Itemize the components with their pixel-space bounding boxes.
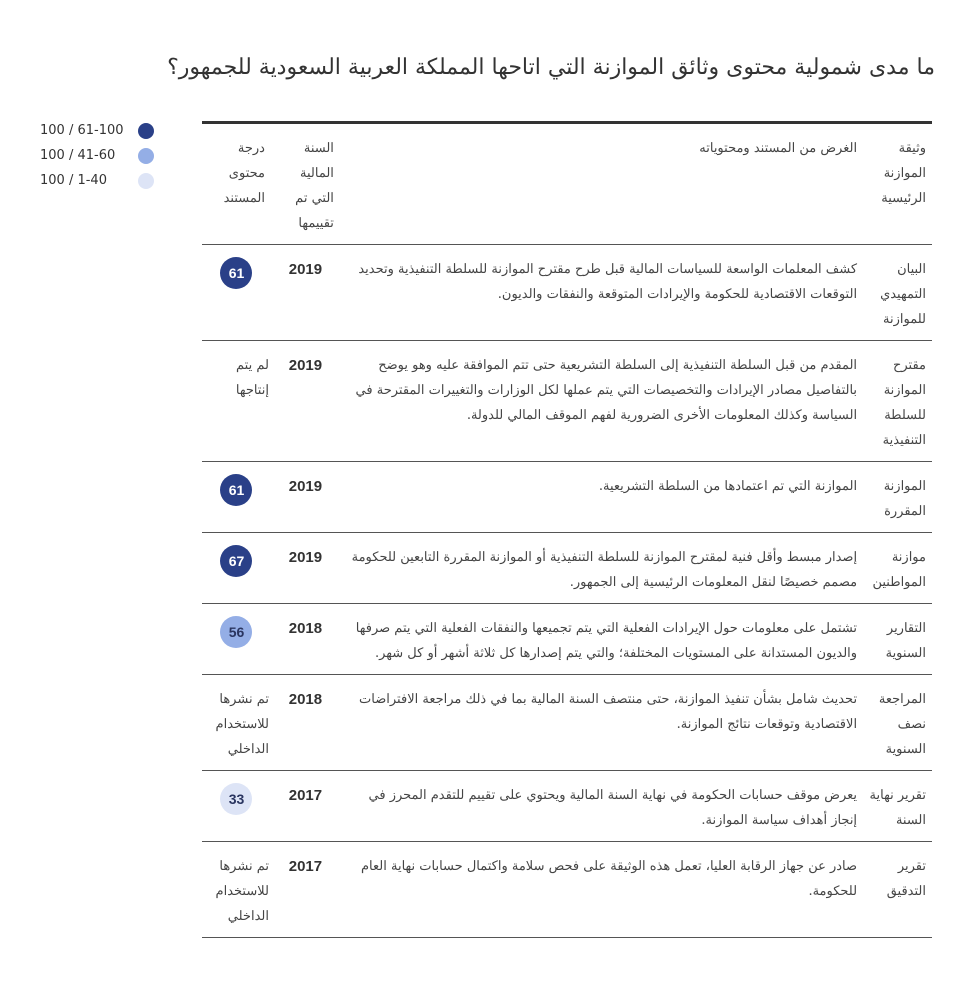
budget-documents-table	[202, 121, 932, 938]
header-score: درجة محتوى المستند	[202, 123, 271, 245]
legend-label: 100 / 41-60	[40, 148, 116, 163]
score-badge: 61	[220, 474, 252, 506]
fiscal-year: 2017	[271, 842, 340, 938]
document-purpose: يعرض موقف حسابات الحكومة في نهاية السنة المالية ويحتوي على تقييم للتقدم المحرز في إنجاز أهداف سياسة الموازنة.	[340, 771, 863, 842]
table-row	[202, 771, 932, 842]
document-purpose: المقدم من قبل السلطة التنفيذية إلى السلطة التشريعية حتى تتم الموافقة عليه وهو يوضح بالتفاصيل مصادر الإيرادات والتخصيصات التي يتم عملها لكل الوزارات والتغييرات المقترحة في السياسة وكذلك المعلومات الأخرى الضرورية لفهم الموقف المالي للدولة.	[340, 341, 863, 462]
score-cell	[202, 675, 271, 771]
document-name: التقارير السنوية	[863, 604, 932, 675]
header-document: وثيقة الموازنة الرئيسية	[863, 123, 932, 245]
document-purpose: إصدار مبسط وأقل فنية لمقترح الموازنة للسلطة التنفيذية أو الموازنة المقررة التابعين للحكومة مصمم خصيصًا لنقل المعلومات الرئيسية إلى الجمهور.	[340, 533, 863, 604]
fiscal-year: 2017	[271, 771, 340, 842]
table-row	[202, 245, 932, 341]
document-name: تقرير التدقيق	[863, 842, 932, 938]
score-badge: 67	[220, 545, 252, 577]
score-badge: 61	[220, 257, 252, 289]
fiscal-year: 2019	[271, 533, 340, 604]
score-badge: 56	[220, 616, 252, 648]
score-status-text: لم يتم إنتاجها	[235, 358, 269, 398]
score-cell	[202, 842, 271, 938]
legend-dot-icon	[138, 173, 154, 189]
score-cell	[202, 245, 271, 341]
document-purpose: تحديث شامل بشأن تنفيذ الموازنة، حتى منتصف السنة المالية بما في ذلك مراجعة الافتراضات الاقتصادية وتوقعات نتائج الموازنة.	[340, 675, 863, 771]
score-cell	[202, 604, 271, 675]
legend-item-low	[40, 168, 154, 193]
table-row	[202, 604, 932, 675]
score-status-text: تم نشرها للاستخدام الداخلي	[215, 692, 269, 757]
document-name: تقرير نهاية السنة	[863, 771, 932, 842]
table-row	[202, 533, 932, 604]
score-legend	[40, 118, 154, 193]
score-cell	[202, 533, 271, 604]
fiscal-year: 2018	[271, 604, 340, 675]
score-cell	[202, 771, 271, 842]
document-name: الموازنة المقررة	[863, 462, 932, 533]
table-row	[202, 675, 932, 771]
fiscal-year: 2018	[271, 675, 340, 771]
document-purpose: تشتمل على معلومات حول الإيرادات الفعلية التي يتم تجميعها والنفقات الفعلية التي يتم صرفها والديون المستدانة على المستويات المختلفة؛ والتي يتم إصدارها كل ثلاثة أشهر أو كل شهر.	[340, 604, 863, 675]
document-purpose: كشف المعلمات الواسعة للسياسات المالية قبل طرح مقترح الموازنة للسلطة التنفيذية وتحديد التوقعات الاقتصادية للحكومة والإيرادات المتوقعة والنفقات والديون.	[340, 245, 863, 341]
table-row	[202, 462, 932, 533]
score-status-text: تم نشرها للاستخدام الداخلي	[215, 859, 269, 924]
fiscal-year: 2019	[271, 462, 340, 533]
fiscal-year: 2019	[271, 341, 340, 462]
document-purpose: صادر عن جهاز الرقابة العليا، تعمل هذه الوثيقة على فحص سلامة واكتمال حسابات نهاية العام للحكومة.	[340, 842, 863, 938]
table-row	[202, 341, 932, 462]
legend-item-medium	[40, 143, 154, 168]
document-name: مقترح الموازنة للسلطة التنفيذية	[863, 341, 932, 462]
legend-dot-icon	[138, 123, 154, 139]
legend-dot-icon	[138, 148, 154, 164]
score-cell	[202, 462, 271, 533]
fiscal-year: 2019	[271, 245, 340, 341]
document-name: البيان التمهيدي للموازنة	[863, 245, 932, 341]
legend-item-high	[40, 118, 154, 143]
document-purpose: الموازنة التي تم اعتمادها من السلطة التشريعية.	[340, 462, 863, 533]
legend-label: 100 / 61-100	[40, 123, 124, 138]
header-purpose: الغرض من المستند ومحتوياته	[340, 123, 863, 245]
page-title: ما مدى شمولية محتوى وثائق الموازنة التي اتاحها المملكة العربية السعودية للجمهور؟	[167, 55, 935, 80]
score-cell	[202, 341, 271, 462]
table-row	[202, 842, 932, 938]
table-header-row	[202, 123, 932, 245]
document-name: موازنة المواطنين	[863, 533, 932, 604]
score-badge: 33	[220, 783, 252, 815]
header-year: السنة المالية التي تم تقييمها	[271, 123, 340, 245]
document-name: المراجعة نصف السنوية	[863, 675, 932, 771]
legend-label: 100 / 1-40	[40, 173, 107, 188]
